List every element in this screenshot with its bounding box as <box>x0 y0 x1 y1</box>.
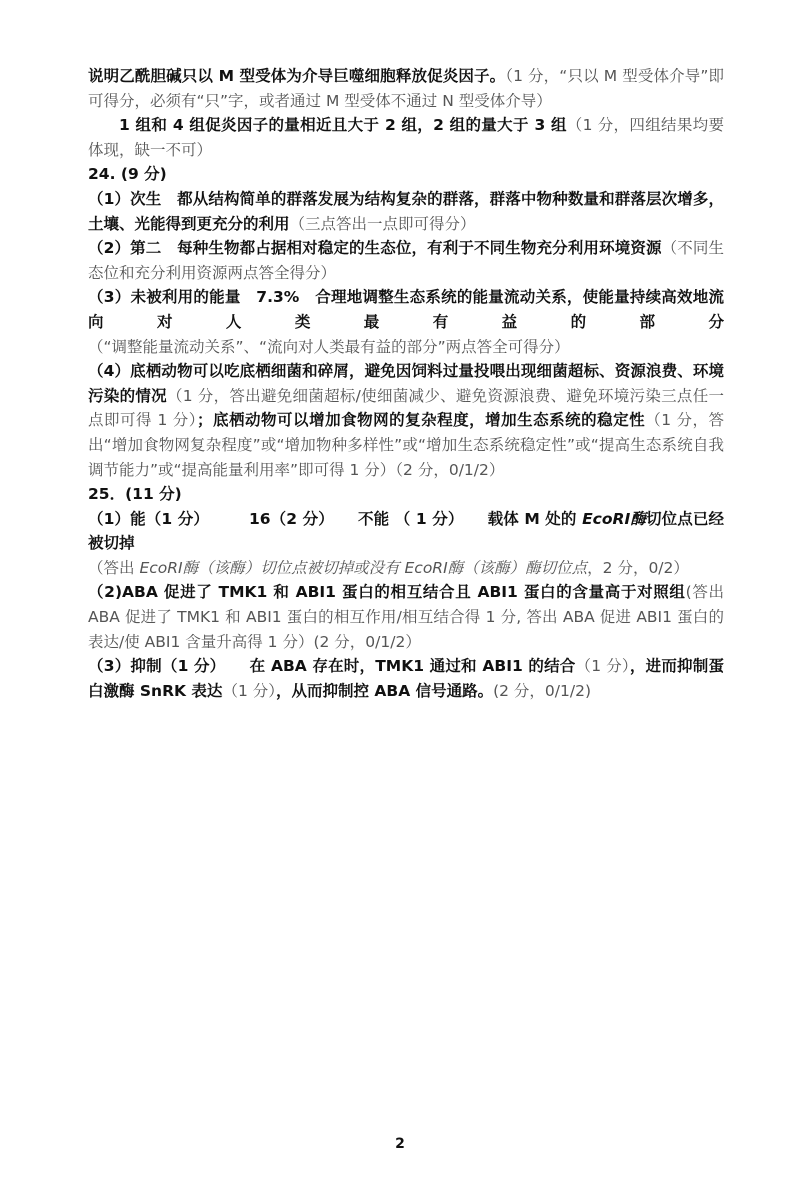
answer-text: （1）能（1 分） <box>88 509 209 528</box>
scoring-note: （1 分，四组结果均要体现，缺一不可） <box>88 116 724 159</box>
scoring-note: （不同生态位和充分利用资源两点答全得分） <box>88 239 724 282</box>
answer-text: 说明乙酰胆碱只以 M 型受体为介导巨噬细胞释放促炎因子。 <box>88 67 506 85</box>
answer-text: 不能 （ 1 分） <box>357 509 464 528</box>
q25-part-3 <box>88 654 724 703</box>
question-24-header: 24. (9 分) <box>88 165 167 184</box>
paragraph-group-comparison <box>88 113 724 162</box>
scoring-note: （1 分） <box>575 657 630 676</box>
answer-key-page <box>88 64 724 703</box>
answer-text: 载体 M 处的 <box>487 509 583 528</box>
answer-text: （3）抑制（1 分） <box>88 657 226 676</box>
answer-text: （4）底栖动物可以吃底栖细菌和碎屑，避免因饲料过量投喂出现细菌超标、资源浪费、环境污染的情况 <box>88 362 724 405</box>
separator: ； <box>197 411 213 430</box>
scoring-note: (2 分，0/1/2) <box>493 681 592 700</box>
answer-text: （2）第二 每种生物都占据相对稳定的生态位，有利于不同生物充分利用环境资源 <box>88 239 662 258</box>
page-number: 2 <box>395 1136 405 1152</box>
scoring-note: （三点答出一点即可得分） <box>289 214 476 233</box>
q24-part-3 <box>88 285 724 359</box>
answer-text: ，从而抑制控 ABA 信号通路。 <box>275 681 494 700</box>
question-25-header: 25．(11 分) <box>88 485 182 504</box>
answer-text: 底栖动物可以增加食物网的复杂程度，增加生态系统的稳定性 <box>212 411 646 430</box>
scoring-note: ，2 分，0/2） <box>587 558 689 577</box>
answer-text: （1）次生 都从结构简单的群落发展为结构复杂的群落，群落中物种数量和群落层次增多，土壤、光能得到更充分的利用 <box>88 189 724 233</box>
q25-part-1 <box>88 507 724 581</box>
q25-part-2 <box>88 580 724 654</box>
scoring-note: （1 分，答出“增加食物网复杂程度”或“增加物种多样性”或“增加生态系统稳定性”或“提高生态系统自我调节能力”或“提高能量利用率”即可得 1 分）（2 分，0/1/2） <box>88 411 724 479</box>
answer-text: （2)ABA 促进了 TMK1 和 ABI1 蛋白的相互结合且 ABI1 蛋白的含量高于对照组 <box>88 583 686 602</box>
q24-part-4 <box>88 359 724 482</box>
scoring-note: （答出 <box>88 558 140 577</box>
answer-text: 1 组和 4 组促炎因子的量相近且大于 2 组，2 组的量大于 3 组 <box>119 116 567 135</box>
paragraph-ach-conclusion <box>88 64 724 113</box>
scoring-note: （1 分，答出避免细菌超标/使细菌减少、避免资源浪费、避免环境污染三点任一点即可得 1 分） <box>88 386 724 430</box>
scoring-note-italic: EcoRI酶（该酶）切位点被切掉或没有 EcoRI酶（该酶）酶切位点 <box>139 558 588 577</box>
answer-text: ，进而抑制蛋白激酶 SnRK 表达 <box>88 657 724 700</box>
q24-part-2 <box>88 236 724 285</box>
answer-text: 16（2 分） <box>248 509 334 528</box>
scoring-note: （1 分） <box>222 681 276 700</box>
scoring-note: （“调整能量流动关系”、“流向对人类最有益的部分”两点答全可得分） <box>88 337 570 356</box>
q24-part-1 <box>88 187 724 236</box>
scoring-note: (答出 ABA 促进了 TMK1 和 ABI1 蛋白的相互作用/相互结合得 1 分, 答出 ABA 促进 ABI1 蛋白的表达/使 ABI1 含量升高得 1 分）(2 分，0/1/2） <box>88 583 724 651</box>
answer-text: 在 ABA 存在时，TMK1 通过和 ABI1 的结合 <box>249 657 576 676</box>
scoring-note: （1 分，“只以 M 型受体介导”即可得分，必须有“只”字，或者通过 M 型受体不通过 N 型受体介导） <box>88 67 725 110</box>
answer-text: （3）未被利用的能量 7.3% 合理地调整生态系统的能量流动关系，使能量持续高效地流向对人类最有益的部分 <box>88 288 724 331</box>
answer-text: 切位点已经被切掉 <box>88 509 724 553</box>
enzyme-name: EcoRI酶 <box>582 509 646 528</box>
